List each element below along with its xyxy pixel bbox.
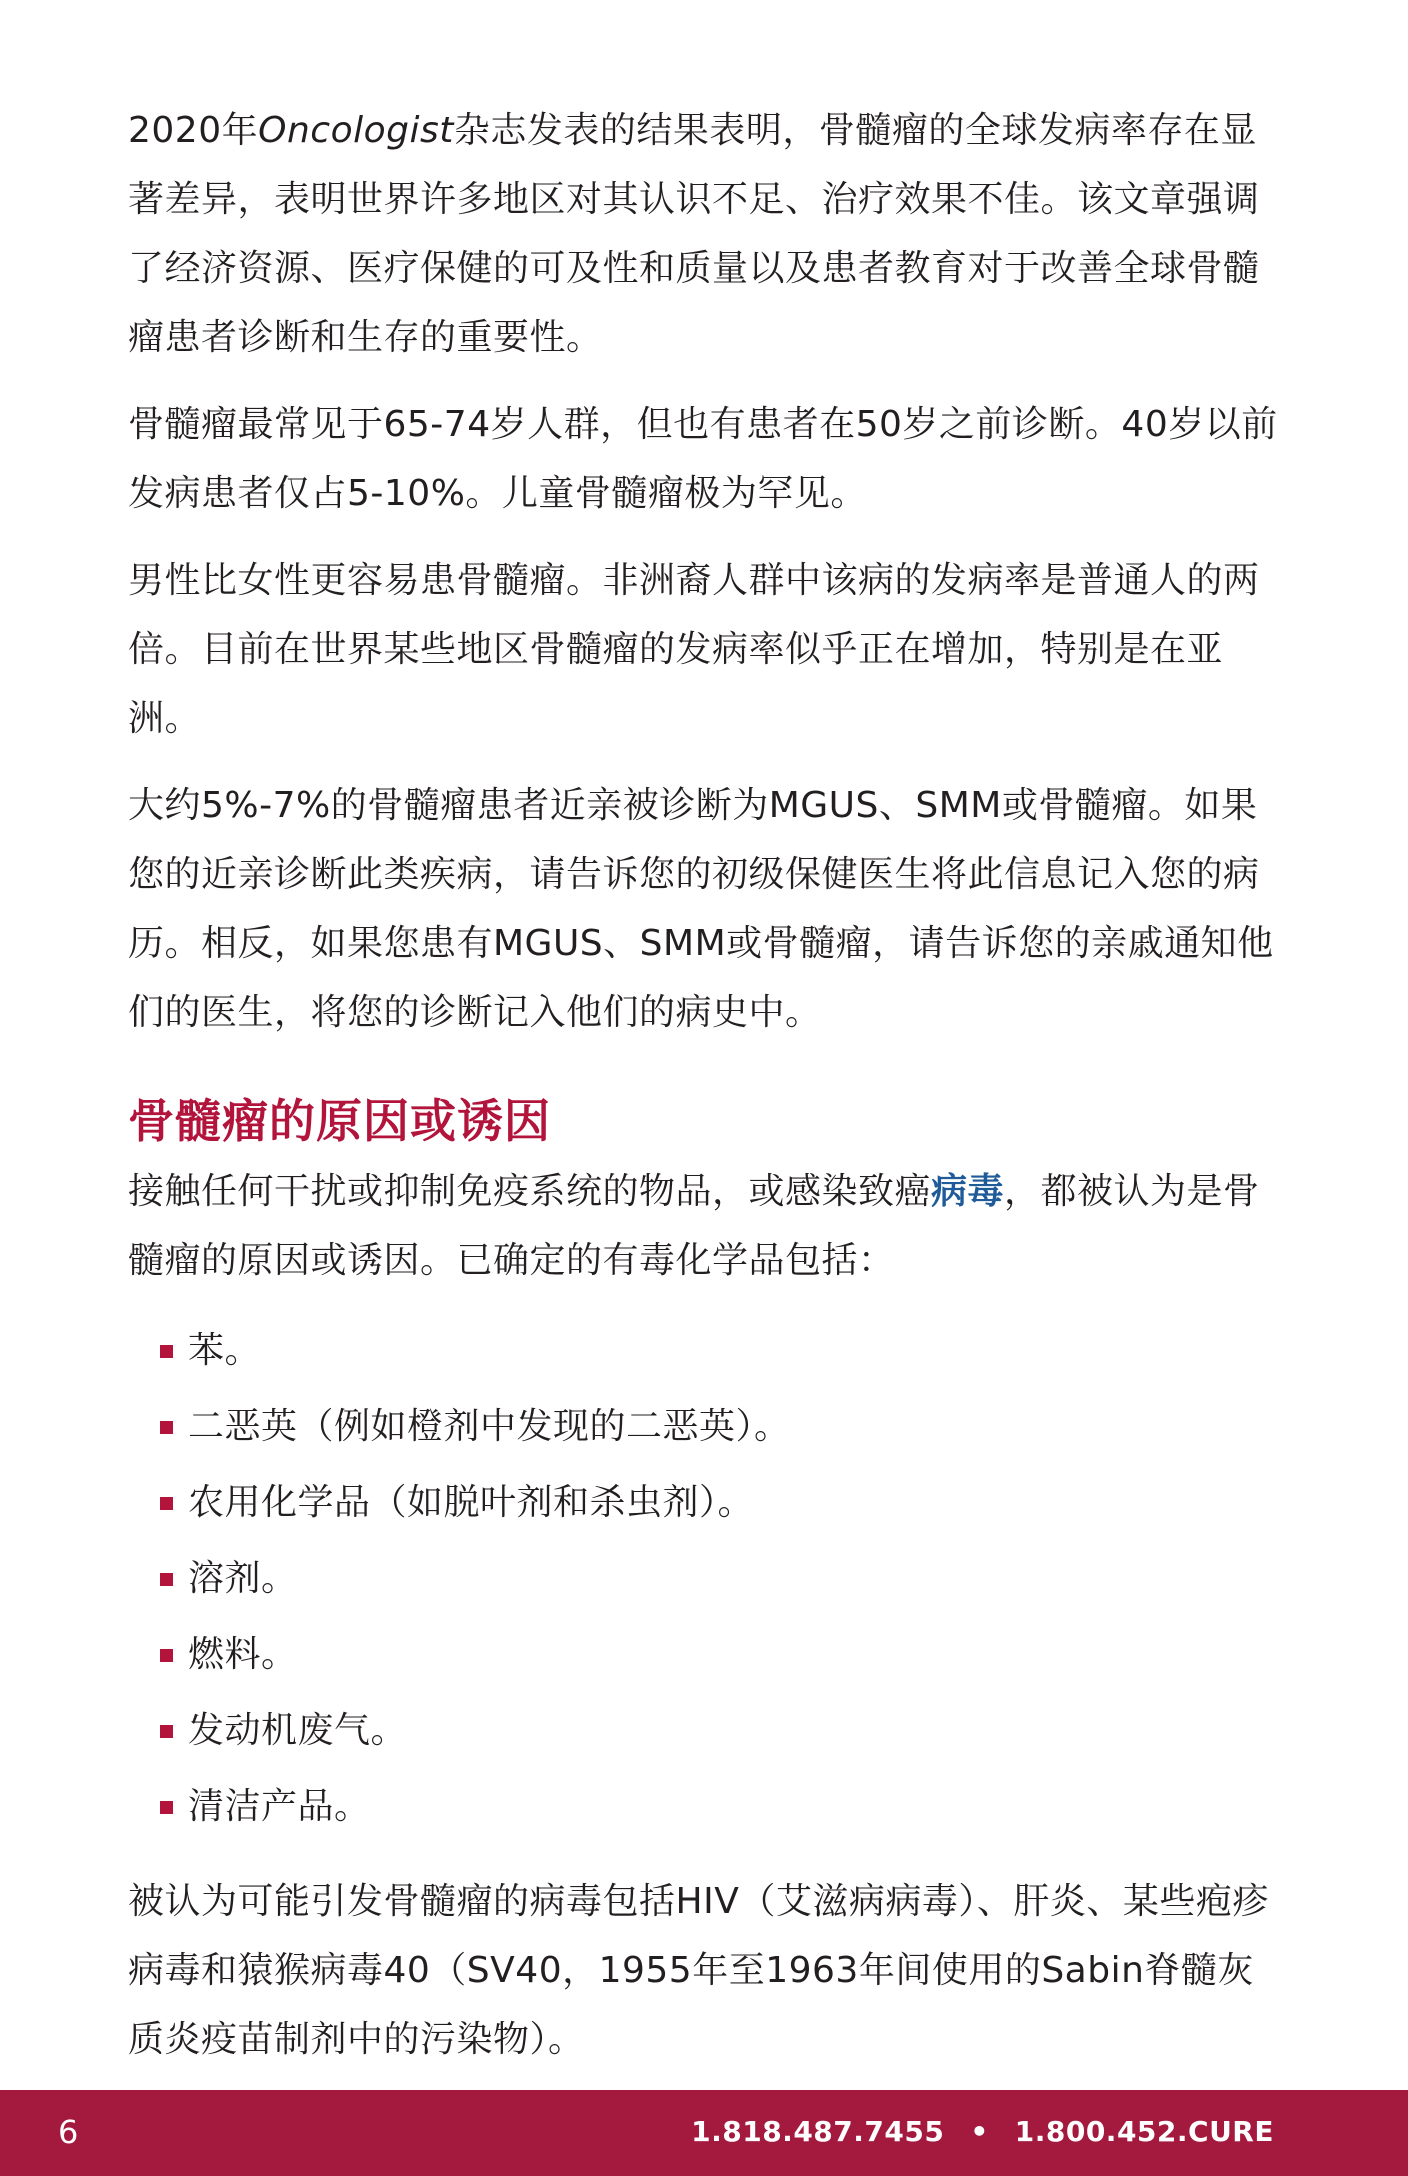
list-item-text: 清洁产品。 bbox=[188, 1786, 371, 1827]
list-item bbox=[128, 1693, 1288, 1769]
bullet-separator-icon: • bbox=[970, 2115, 989, 2148]
list-item bbox=[128, 1389, 1288, 1465]
paragraph-sex-ethnicity: 男性比女性更容易患骨髓瘤。非洲裔人群中该病的发病率是普通人的两倍。目前在世界某些地区骨髓瘤的发病率似乎正在增加，特别是在亚洲。 bbox=[128, 560, 1260, 739]
footer-phones bbox=[691, 2112, 1274, 2152]
bullet-square-icon bbox=[160, 1573, 173, 1586]
paragraph-text: ，都被认为是骨髓瘤的原因或诱因。已确定的有毒化学品包括： bbox=[128, 1171, 1260, 1281]
list-item bbox=[128, 1541, 1288, 1617]
section-heading-causes: 骨髓瘤的原因或诱因 bbox=[128, 1094, 551, 1148]
list-item bbox=[128, 1769, 1288, 1845]
paragraph-text: 接触任何干扰或抑制免疫系统的物品，或感染致癌 bbox=[128, 1171, 932, 1212]
list-item-text: 二恶英（例如橙剂中发现的二恶英）。 bbox=[188, 1406, 791, 1447]
bullet-square-icon bbox=[160, 1345, 173, 1358]
list-item bbox=[128, 1313, 1288, 1389]
phone-number-2[interactable]: 1.800.452.CURE bbox=[1014, 2115, 1274, 2148]
list-item-text: 苯。 bbox=[188, 1330, 262, 1371]
list-item bbox=[128, 1465, 1288, 1541]
paragraph-family-history: 大约5%-7%的骨髓瘤患者近亲被诊断为MGUS、SMM或骨髓瘤。如果您的近亲诊断此类疾病，请告诉您的初级保健医生将此信息记入您的病历。相反，如果您患有MGUS、SMM或骨髓瘤，请告诉您的亲戚通知他们的医生，将您的诊断记入他们的病史中。 bbox=[128, 785, 1274, 1033]
list-item-text: 发动机废气。 bbox=[188, 1710, 408, 1751]
list-item bbox=[128, 1617, 1288, 1693]
journal-name: Oncologist bbox=[258, 110, 454, 151]
bullet-square-icon bbox=[160, 1497, 173, 1510]
list-item-text: 溶剂。 bbox=[188, 1558, 298, 1599]
virus-glossary-link[interactable]: 病毒 bbox=[931, 1171, 1005, 1212]
paragraph-text: 2020年 bbox=[128, 110, 259, 151]
bullet-square-icon bbox=[160, 1725, 173, 1738]
bullet-square-icon bbox=[160, 1649, 173, 1662]
phone-number-1[interactable]: 1.818.487.7455 bbox=[691, 2115, 945, 2148]
paragraph-age-incidence: 骨髓瘤最常见于65-74岁人群，但也有患者在50岁之前诊断。40岁以前发病患者仅占5-10%。儿童骨髓瘤极为罕见。 bbox=[128, 404, 1278, 514]
main-content bbox=[128, 96, 1288, 2092]
paragraph-causes-intro bbox=[128, 1157, 1288, 1295]
chemical-list bbox=[128, 1313, 1288, 1845]
page-number: 6 bbox=[58, 2113, 79, 2151]
footer-bar bbox=[0, 2090, 1408, 2176]
list-item-text: 燃料。 bbox=[188, 1634, 298, 1675]
paragraph-text: 杂志发表的结果表明，骨髓瘤的全球发病率存在显著差异，表明世界许多地区对其认识不足、治疗效果不佳。该文章强调了经济资源、医疗保健的可及性和质量以及患者教育对于改善全球骨髓瘤患者诊断和生存的重要性。 bbox=[128, 110, 1260, 358]
bullet-square-icon bbox=[160, 1801, 173, 1814]
list-item-text: 农用化学品（如脱叶剂和杀虫剂）。 bbox=[188, 1482, 755, 1523]
paragraph-viruses: 被认为可能引发骨髓瘤的病毒包括HIV（艾滋病病毒）、肝炎、某些疱疹病毒和猿猴病毒40（SV40，1955年至1963年间使用的Sabin脊髓灰质炎疫苗制剂中的污染物）。 bbox=[128, 1881, 1269, 2060]
paragraph-oncologist-study bbox=[128, 96, 1288, 372]
bullet-square-icon bbox=[160, 1421, 173, 1434]
